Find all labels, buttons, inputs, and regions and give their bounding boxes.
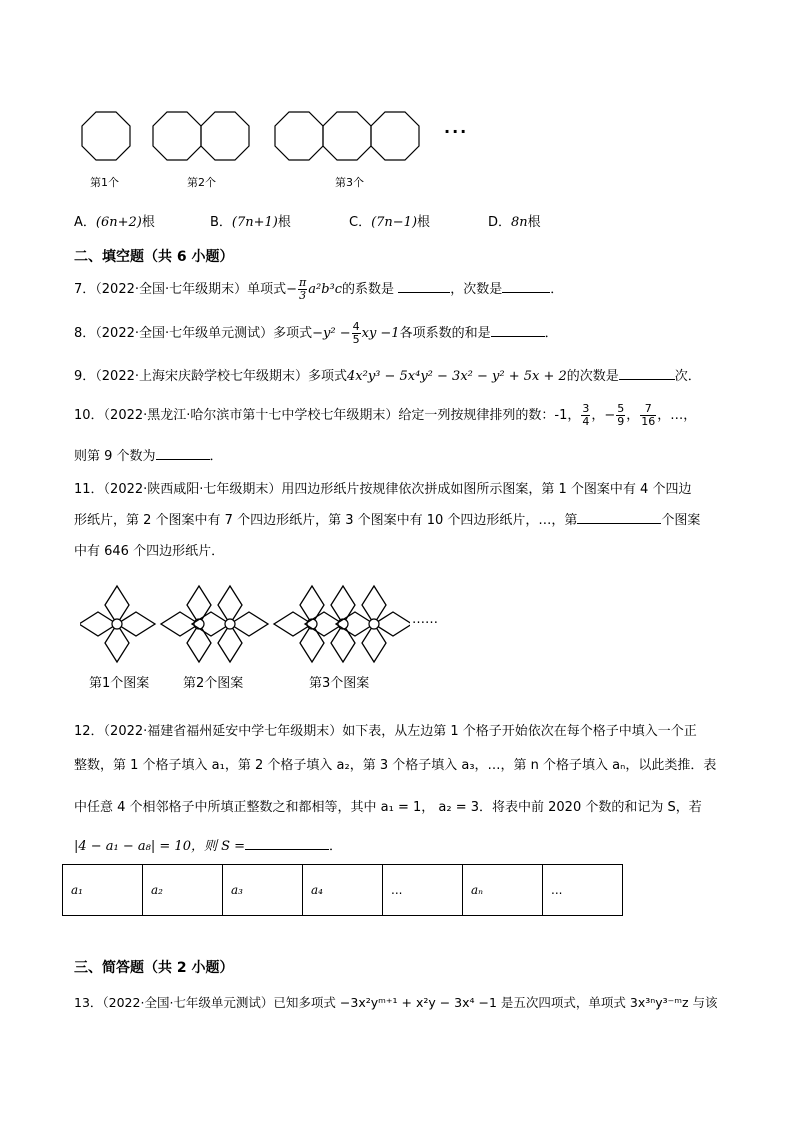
octagon-3c (371, 112, 419, 160)
question-8: 8．（2022·全国·七年级单元测试）多项式−y² − $\frac{4}{5}$ xy −1各项系数的和是 ． (74, 320, 558, 346)
q11-blank[interactable] (577, 523, 661, 524)
question-13-line1: 13．（2022·全国·七年级单元测试）已知多项式 −3x²yᵐ⁺¹ + x²y − 3x⁴ −1 是五次四项式，单项式 3x³ⁿy³⁻ᵐz 与该 (74, 995, 718, 1010)
question-7: 7．（2022·全国·七年级期末）单项式− $\frac{\pi}{3}$ a²b³c的系数是 ，次数是 ． (74, 276, 564, 302)
fig1-ellipsis: ··· (444, 122, 469, 141)
grid-cell: a₃ (223, 865, 303, 916)
q6-option-a: A．(6n+2)根 (74, 215, 155, 230)
question-11-line2: 形纸片，第 2 个图案中有 7 个四边形纸片，第 3 个图案中有 10 个四边形纸片，…，第 个图案 (74, 513, 701, 528)
question-12-line4: |4 − a₁ − a₈| = 10，则 S = ． (74, 839, 343, 854)
grid-cell: a₂ (143, 865, 223, 916)
octagon-1 (82, 112, 130, 160)
fig1-caption-2: 第2个 (187, 176, 216, 189)
fig2-caption-1: 第1个图案 (89, 676, 150, 691)
grid-cell: a₄ (303, 865, 383, 916)
octagon-3b (323, 112, 371, 160)
section3-heading: 三、简答题（共 2 小题） (74, 960, 234, 976)
octagon-3a (275, 112, 323, 160)
grid-cell: aₙ (463, 865, 543, 916)
q7-blank-coefficient[interactable] (398, 292, 450, 293)
question-12-line1: 12．（2022·福建省福州延安中学七年级期末）如下表，从左边第 1 个格子开始依次在每个格子中填入一个正 (74, 724, 697, 739)
question-11-line3: 中有 646 个四边形纸片． (74, 544, 225, 559)
q9-blank[interactable] (619, 379, 675, 380)
rhombus-pattern-figure (80, 580, 410, 670)
q6-option-c: C．(7n−1)根 (349, 215, 431, 230)
fig2-ellipsis: …… (412, 612, 438, 627)
question-9: 9．（2022·上海宋庆龄学校七年级期末）多项式4x²y³ − 5x⁴y² − 3x² − y² + 5x + 2的次数是 次． (74, 369, 701, 384)
question-12-line2: 整数，第 1 个格子填入 a₁，第 2 个格子填入 a₂，第 3 个格子填入 a₃，…，第 n 个格子填入 aₙ，以此类推．表 (74, 758, 717, 773)
octagon-2a (153, 112, 201, 160)
fig1-caption-3: 第3个 (335, 176, 364, 189)
q12-blank[interactable] (245, 849, 329, 850)
pattern-2 (161, 586, 211, 662)
q6-option-b: B．(7n+1)根 (210, 215, 291, 230)
section2-heading: 二、填空题（共 6 小题） (74, 249, 234, 265)
fig2-caption-2: 第2个图案 (183, 676, 244, 691)
fig1-caption-1: 第1个 (90, 176, 119, 189)
question-10-line2: 则第 9 个数为 ． (74, 449, 223, 464)
q10-blank[interactable] (156, 459, 210, 460)
pattern-1 (80, 586, 155, 662)
octagon-figure (70, 100, 490, 170)
q8-blank[interactable] (491, 336, 545, 337)
number-grid-table (62, 864, 623, 916)
grid-cell: a₁ (63, 865, 143, 916)
question-12-line3: 中任意 4 个相邻格子中所填正整数之和都相等，其中 a₁ = 1， a₂ = 3．将表中前 2020 个数的和记为 S，若 (74, 800, 702, 815)
pattern-3 (274, 586, 324, 662)
grid-cell: ... (383, 865, 463, 916)
grid-cell: ... (543, 865, 623, 916)
octagon-2b (201, 112, 249, 160)
q6-option-d: D．8n根 (488, 215, 541, 230)
q7-blank-degree[interactable] (502, 292, 550, 293)
question-11-line1: 11．（2022·陕西咸阳·七年级期末）用四边形纸片按规律依次拼成如图所示图案，第 1 个图案中有 4 个四边 (74, 482, 692, 497)
fig2-caption-3: 第3个图案 (309, 676, 370, 691)
question-10: 10．（2022·黑龙江·哈尔滨市第十七中学校七年级期末）给定一列按规律排列的数：-1， $\frac{3}{4}$ ，− $\frac{5}{9}$ ， $\frac{7}{16}$ ，…， (74, 402, 697, 428)
